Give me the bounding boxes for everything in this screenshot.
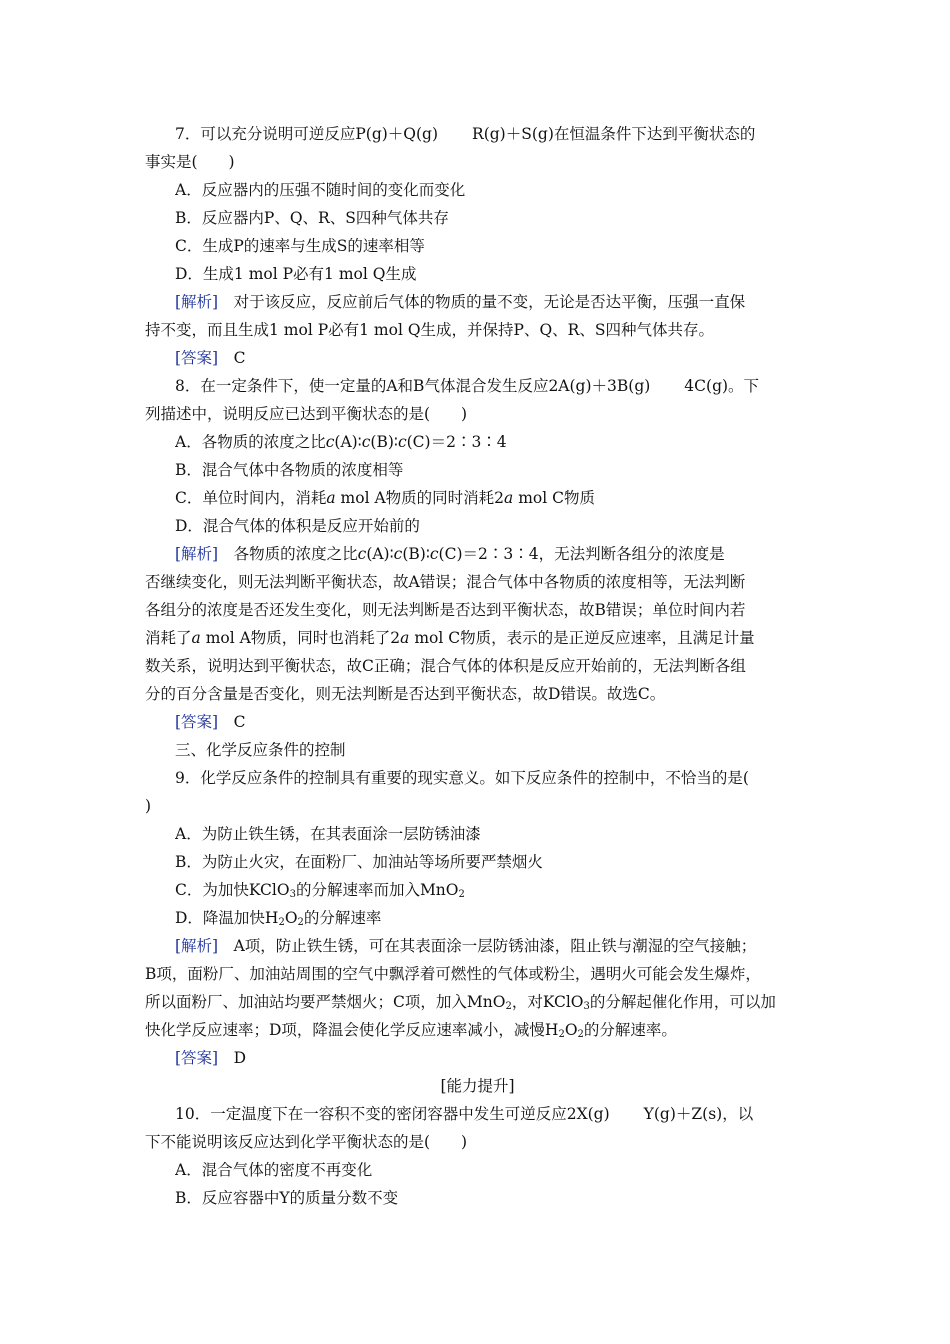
q9-analysis-line3: 所以面粉厂、加油站均要严禁烟火；C项，加入MnO$_2$，对KClO$_3$的分解起催化作用，可以加 [145, 993, 776, 1012]
q7-option-d: D．生成1 mol P必有1 mol Q生成 [175, 265, 417, 283]
analysis-tag: [解析] [175, 545, 219, 563]
q8-analysis-line5: 数关系，说明达到平衡状态，故C正确；混合气体的体积是反应开始前的，无法判断各组 [145, 657, 746, 675]
q7-stem-line2: 事实是( ) [145, 153, 235, 171]
q7-answer: [答案] C [175, 349, 246, 367]
q10-stem-line1: 10．一定温度下在一容积不变的密闭容器中发生可逆反应2X(g) Y(g)＋Z(s)，以 [175, 1105, 754, 1123]
q7-option-b: B．反应器内P、Q、R、S四种气体共存 [175, 209, 449, 227]
q7-option-c: C．生成P的速率与生成S的速率相等 [175, 237, 425, 255]
answer-tag: [答案] [175, 1049, 219, 1067]
q10-option-a: A．混合气体的密度不再变化 [175, 1161, 373, 1179]
q8-option-c: C．单位时间内，消耗a mol A物质的同时消耗2a mol C物质 [175, 489, 595, 507]
q9-option-b: B．为防止火灾，在面粉厂、加油站等场所要严禁烟火 [175, 853, 543, 871]
q8-analysis-line2: 否继续变化，则无法判断平衡状态，故A错误；混合气体中各物质的浓度相等，无法判断 [145, 573, 746, 591]
ability-heading: [能力提升] [440, 1077, 515, 1095]
analysis-tag: [解析] [175, 937, 219, 955]
q8-analysis-line6: 分的百分含量是否变化，则无法判断是否达到平衡状态，故D错误。故选C。 [145, 685, 666, 703]
q8-analysis-line1: [解析] 各物质的浓度之比c(A)∶c(B)∶c(C)＝2∶3∶4，无法判断各组分的浓度是 [175, 545, 725, 563]
q7-analysis-line1: [解析] 对于该反应，反应前后气体的物质的量不变，无论是否达平衡，压强一直保 [175, 293, 746, 311]
q10-option-b: B．反应容器中Y的质量分数不变 [175, 1189, 399, 1207]
q8-option-a: A．各物质的浓度之比c(A)∶c(B)∶c(C)＝2∶3∶4 [175, 433, 507, 451]
q8-analysis-line4: 消耗了a mol A物质，同时也消耗了2a mol C物质，表示的是正逆反应速率，且满足计量 [145, 629, 755, 647]
q7-stem-line1: 7．可以充分说明可逆反应P(g)＋Q(g) R(g)＋S(g)在恒温条件下达到平衡状态的 [175, 125, 756, 143]
q9-analysis-line4: 快化学反应速率；D项，降温会使化学反应速率减小，减慢$H_2O_2$的分解速率。 [145, 1021, 677, 1040]
section-heading: 三、化学反应条件的控制 [175, 741, 346, 759]
q7-analysis-line2: 持不变，而且生成1 mol P必有1 mol Q生成，并保持P、Q、R、S四种气体共存。 [145, 321, 714, 339]
q8-analysis-line3: 各组分的浓度是否还发生变化，则无法判断是否达到平衡状态，故B错误；单位时间内若 [145, 601, 746, 619]
q9-stem-line2: ) [145, 797, 152, 815]
q8-option-d: D．混合气体的体积是反应开始前的 [175, 517, 420, 535]
q9-option-c: C．为加快KClO$_3$的分解速率而加入MnO$_2$ [175, 881, 465, 900]
q9-option-a: A．为防止铁生锈，在其表面涂一层防锈油漆 [175, 825, 481, 843]
q9-answer: [答案] D [175, 1049, 247, 1067]
answer-tag: [答案] [175, 349, 219, 367]
q9-analysis-line1: [解析] A项，防止铁生锈，可在其表面涂一层防锈油漆，阻止铁与潮湿的空气接触； [175, 937, 757, 955]
q8-answer: [答案] C [175, 713, 246, 731]
q10-stem-line2: 下不能说明该反应达到化学平衡状态的是( ) [145, 1133, 468, 1151]
q8-option-b: B．混合气体中各物质的浓度相等 [175, 461, 404, 479]
answer-tag: [答案] [175, 713, 219, 731]
q9-stem-line1: 9．化学反应条件的控制具有重要的现实意义。如下反应条件的控制中，不恰当的是( [175, 769, 749, 787]
q9-option-d: D．降温加快$H_2O_2$的分解速率 [175, 909, 382, 928]
analysis-tag: [解析] [175, 293, 219, 311]
q9-analysis-line2: B项，面粉厂、加油站周围的空气中飘浮着可燃性的气体或粉尘，遇明火可能会发生爆炸， [145, 965, 761, 983]
q7-option-a: A．反应器内的压强不随时间的变化而变化 [175, 181, 466, 199]
q8-stem-line2: 列描述中，说明反应已达到平衡状态的是( ) [145, 405, 468, 423]
q8-stem-line1: 8．在一定条件下，使一定量的A和B气体混合发生反应2A(g)＋3B(g) 4C(g)。下 [175, 377, 760, 395]
